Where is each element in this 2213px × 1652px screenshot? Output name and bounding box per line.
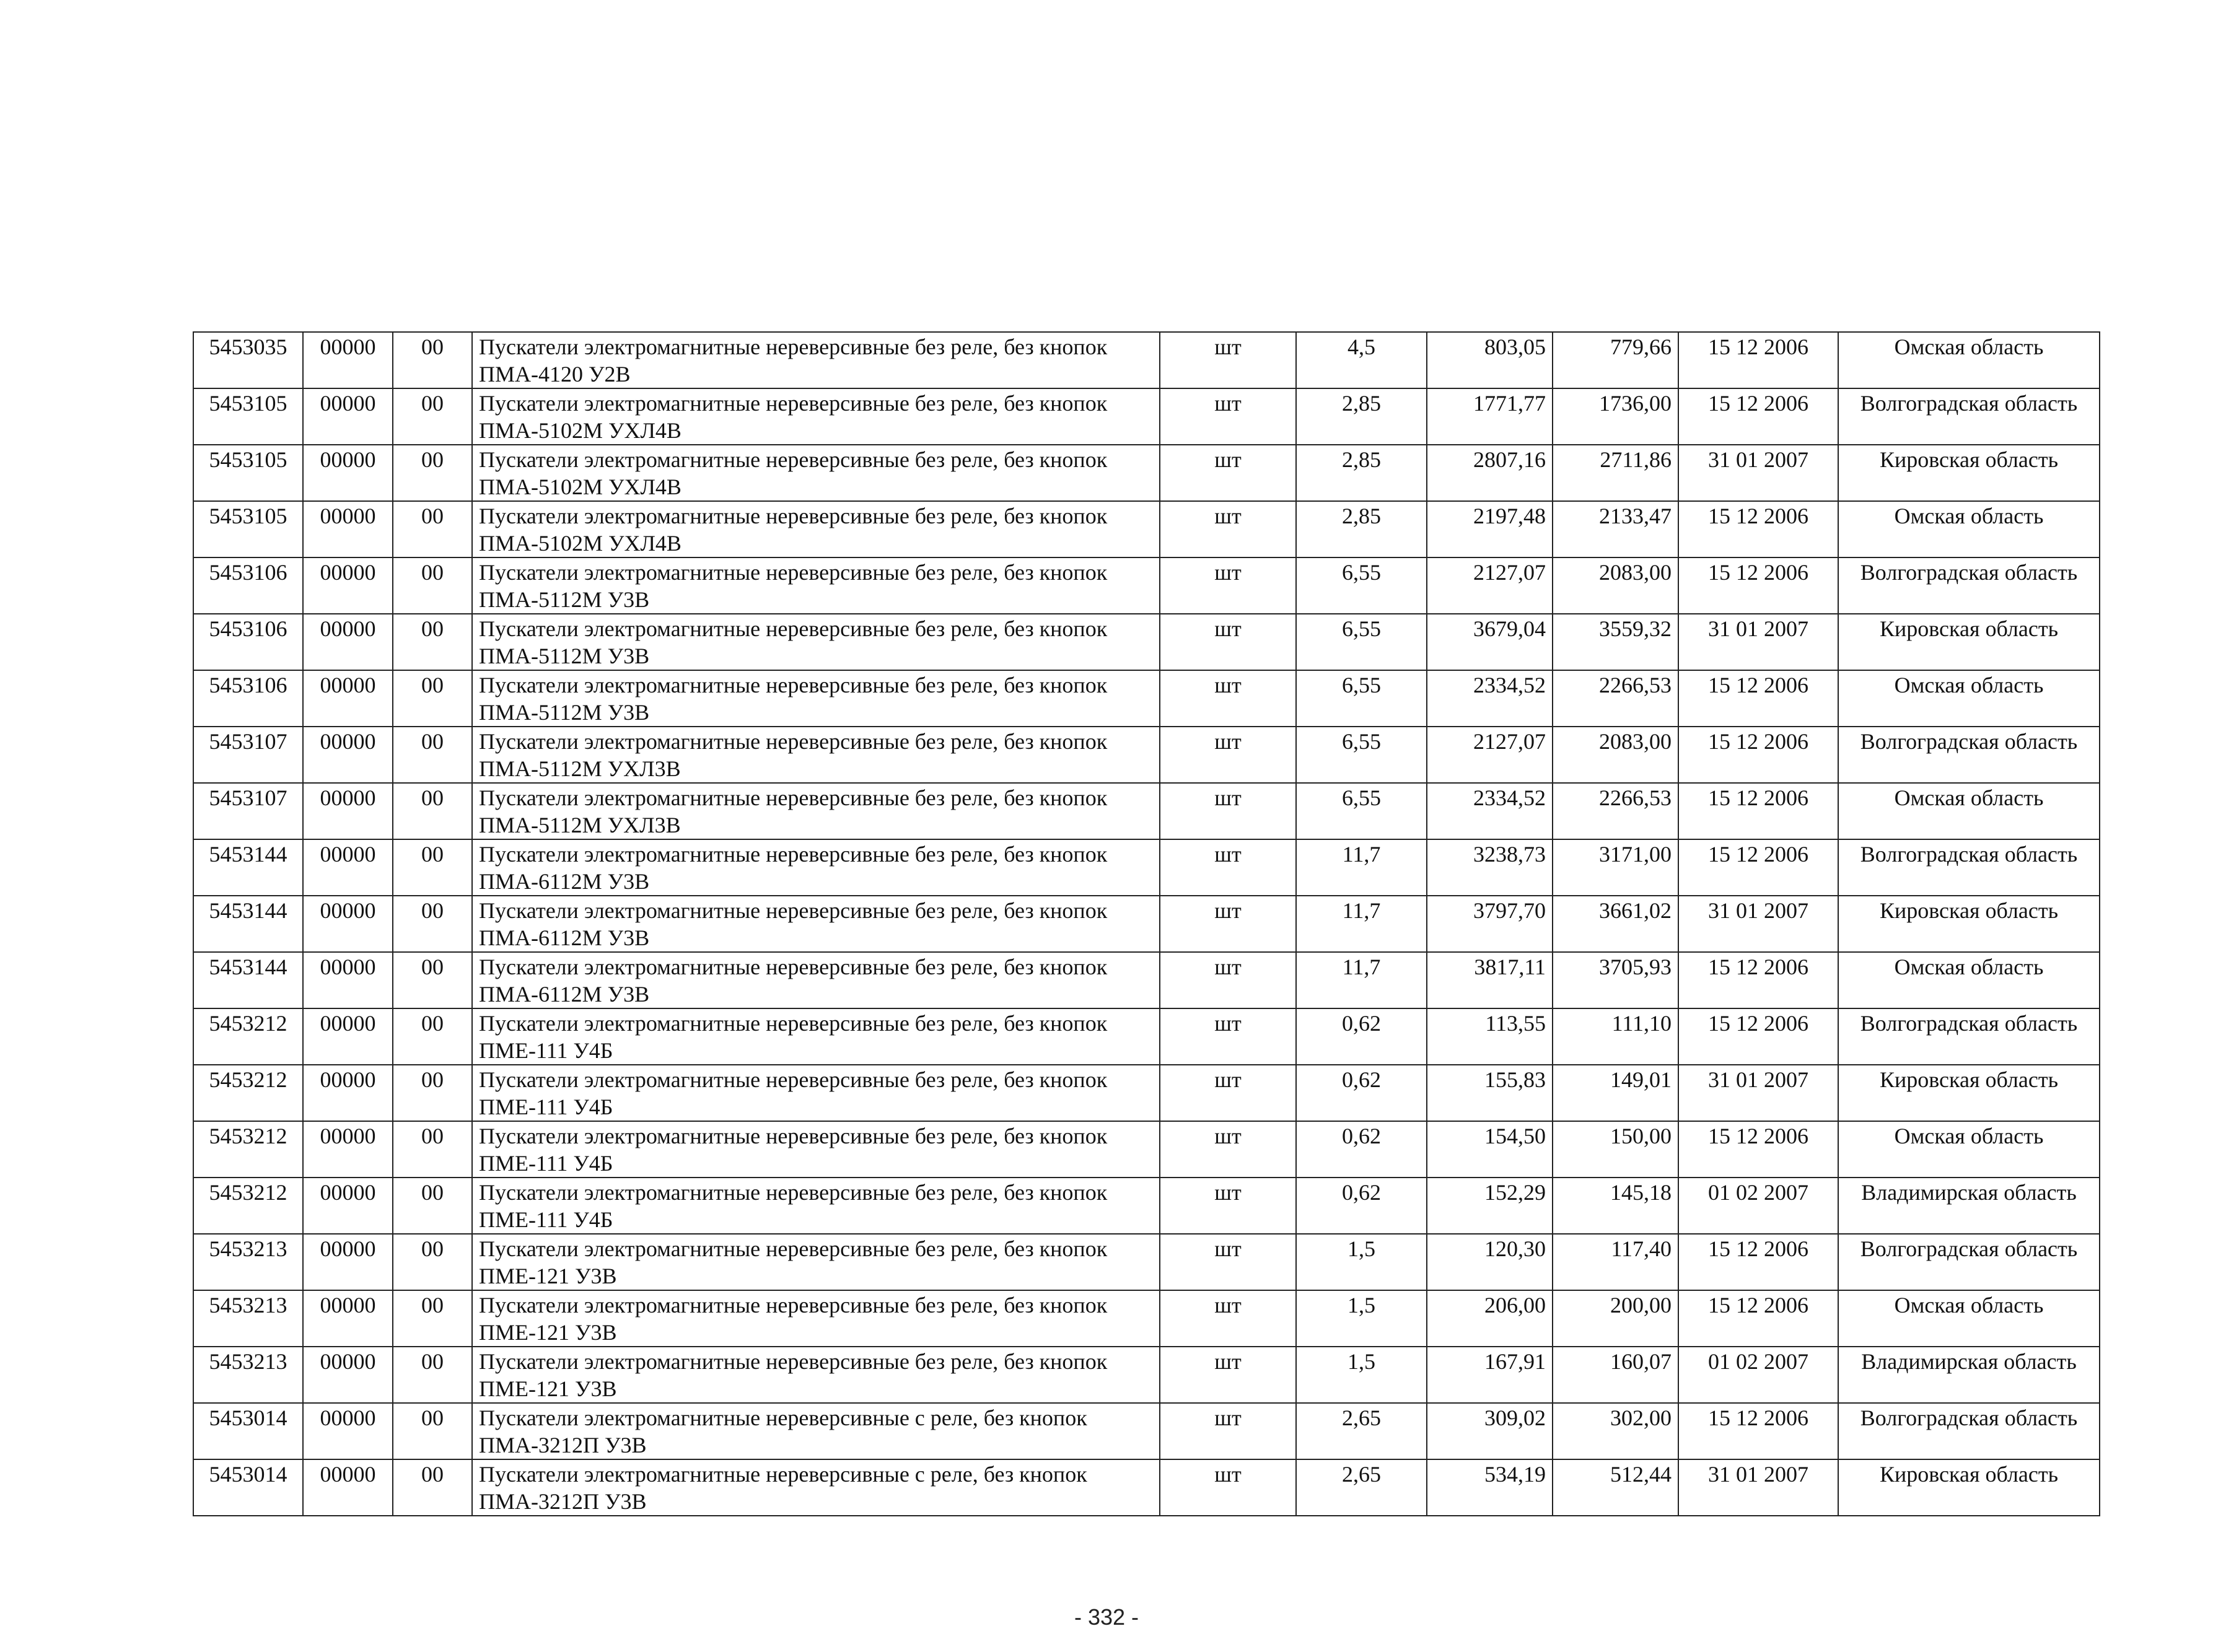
subcode-cell: 00000 [303, 1347, 393, 1403]
product-name-cell: Пускатели электромагнитные нереверсивные без реле, без кнопок ПМА-6112М У3В [472, 896, 1160, 952]
unit-cell: шт [1160, 332, 1296, 388]
variant-code-cell: 00 [393, 614, 472, 670]
subcode-cell: 00000 [303, 1234, 393, 1290]
date-cell: 31 01 2007 [1678, 614, 1838, 670]
date-cell: 15 12 2006 [1678, 839, 1838, 896]
product-code-cell: 5453144 [193, 839, 303, 896]
price-with-vat-cell: 167,91 [1427, 1347, 1553, 1403]
price-with-vat-cell: 3797,70 [1427, 896, 1553, 952]
product-code-cell: 5453212 [193, 1065, 303, 1121]
table-row [193, 727, 2100, 783]
weight-cell: 11,7 [1296, 952, 1427, 1008]
price-cell: 3661,02 [1553, 896, 1678, 952]
price-with-vat-cell: 1771,77 [1427, 388, 1553, 445]
product-code-cell: 5453105 [193, 388, 303, 445]
date-cell: 15 12 2006 [1678, 670, 1838, 727]
variant-code-cell: 00 [393, 1121, 472, 1178]
product-name-cell: Пускатели электромагнитные нереверсивные без реле, без кнопок ПМА-5102М УХЛ4В [472, 388, 1160, 445]
subcode-cell: 00000 [303, 1403, 393, 1459]
price-cell: 2133,47 [1553, 501, 1678, 557]
region-cell: Волгоградская область [1838, 1008, 2100, 1065]
page-number: - 332 - [1074, 1604, 1139, 1630]
region-cell: Омская область [1838, 1290, 2100, 1347]
subcode-cell: 00000 [303, 614, 393, 670]
product-code-cell: 5453014 [193, 1403, 303, 1459]
date-cell: 15 12 2006 [1678, 1008, 1838, 1065]
weight-cell: 0,62 [1296, 1065, 1427, 1121]
date-cell: 15 12 2006 [1678, 501, 1838, 557]
subcode-cell: 00000 [303, 896, 393, 952]
product-name-cell: Пускатели электромагнитные нереверсивные без реле, без кнопок ПМЕ-111 У4Б [472, 1065, 1160, 1121]
region-cell: Волгоградская область [1838, 1403, 2100, 1459]
region-cell: Омская область [1838, 952, 2100, 1008]
table-row [193, 1234, 2100, 1290]
product-name-cell: Пускатели электромагнитные нереверсивные с реле, без кнопок ПМА-3212П У3В [472, 1459, 1160, 1516]
unit-cell: шт [1160, 896, 1296, 952]
product-name-cell: Пускатели электромагнитные нереверсивные без реле, без кнопок ПМЕ-121 У3В [472, 1234, 1160, 1290]
product-name-cell: Пускатели электромагнитные нереверсивные без реле, без кнопок ПМА-4120 У2В [472, 332, 1160, 388]
subcode-cell: 00000 [303, 1065, 393, 1121]
region-cell: Омская область [1838, 670, 2100, 727]
product-name-cell: Пускатели электромагнитные нереверсивные без реле, без кнопок ПМЕ-111 У4Б [472, 1121, 1160, 1178]
variant-code-cell: 00 [393, 1008, 472, 1065]
unit-cell: шт [1160, 1008, 1296, 1065]
weight-cell: 2,85 [1296, 388, 1427, 445]
region-cell: Волгоградская область [1838, 1234, 2100, 1290]
price-cell: 2266,53 [1553, 670, 1678, 727]
subcode-cell: 00000 [303, 1178, 393, 1234]
variant-code-cell: 00 [393, 1065, 472, 1121]
price-cell: 2083,00 [1553, 727, 1678, 783]
product-name-cell: Пускатели электромагнитные нереверсивные без реле, без кнопок ПМА-5112М УХЛ3В [472, 727, 1160, 783]
weight-cell: 1,5 [1296, 1290, 1427, 1347]
variant-code-cell: 00 [393, 445, 472, 501]
date-cell: 15 12 2006 [1678, 1290, 1838, 1347]
region-cell: Волгоградская область [1838, 727, 2100, 783]
product-code-cell: 5453107 [193, 727, 303, 783]
date-cell: 15 12 2006 [1678, 388, 1838, 445]
product-name-cell: Пускатели электромагнитные нереверсивные без реле, без кнопок ПМА-5112М УХЛ3В [472, 783, 1160, 839]
weight-cell: 2,85 [1296, 445, 1427, 501]
weight-cell: 11,7 [1296, 896, 1427, 952]
unit-cell: шт [1160, 1347, 1296, 1403]
unit-cell: шт [1160, 614, 1296, 670]
table-row [193, 557, 2100, 614]
price-with-vat-cell: 3817,11 [1427, 952, 1553, 1008]
unit-cell: шт [1160, 727, 1296, 783]
region-cell: Кировская область [1838, 1065, 2100, 1121]
price-with-vat-cell: 803,05 [1427, 332, 1553, 388]
region-cell: Омская область [1838, 1121, 2100, 1178]
price-with-vat-cell: 309,02 [1427, 1403, 1553, 1459]
product-name-cell: Пускатели электромагнитные нереверсивные с реле, без кнопок ПМА-3212П У3В [472, 1403, 1160, 1459]
variant-code-cell: 00 [393, 1178, 472, 1234]
region-cell: Кировская область [1838, 896, 2100, 952]
price-with-vat-cell: 120,30 [1427, 1234, 1553, 1290]
unit-cell: шт [1160, 557, 1296, 614]
weight-cell: 4,5 [1296, 332, 1427, 388]
unit-cell: шт [1160, 1290, 1296, 1347]
price-with-vat-cell: 3238,73 [1427, 839, 1553, 896]
product-code-cell: 5453213 [193, 1290, 303, 1347]
price-with-vat-cell: 152,29 [1427, 1178, 1553, 1234]
table-row [193, 332, 2100, 388]
price-cell: 302,00 [1553, 1403, 1678, 1459]
price-cell: 160,07 [1553, 1347, 1678, 1403]
price-with-vat-cell: 2127,07 [1427, 557, 1553, 614]
subcode-cell: 00000 [303, 332, 393, 388]
subcode-cell: 00000 [303, 839, 393, 896]
weight-cell: 0,62 [1296, 1178, 1427, 1234]
price-cell: 200,00 [1553, 1290, 1678, 1347]
table-row [193, 670, 2100, 727]
region-cell: Омская область [1838, 783, 2100, 839]
product-code-cell: 5453212 [193, 1121, 303, 1178]
subcode-cell: 00000 [303, 1008, 393, 1065]
price-cell: 2266,53 [1553, 783, 1678, 839]
unit-cell: шт [1160, 1403, 1296, 1459]
table-row [193, 1008, 2100, 1065]
date-cell: 15 12 2006 [1678, 1403, 1838, 1459]
price-with-vat-cell: 2127,07 [1427, 727, 1553, 783]
price-cell: 3705,93 [1553, 952, 1678, 1008]
variant-code-cell: 00 [393, 1234, 472, 1290]
weight-cell: 6,55 [1296, 614, 1427, 670]
subcode-cell: 00000 [303, 783, 393, 839]
date-cell: 31 01 2007 [1678, 1459, 1838, 1516]
price-cell: 1736,00 [1553, 388, 1678, 445]
product-code-cell: 5453212 [193, 1178, 303, 1234]
date-cell: 15 12 2006 [1678, 952, 1838, 1008]
table-row [193, 1290, 2100, 1347]
variant-code-cell: 00 [393, 952, 472, 1008]
product-code-cell: 5453105 [193, 501, 303, 557]
variant-code-cell: 00 [393, 783, 472, 839]
table-row [193, 501, 2100, 557]
unit-cell: шт [1160, 952, 1296, 1008]
variant-code-cell: 00 [393, 670, 472, 727]
weight-cell: 2,65 [1296, 1403, 1427, 1459]
product-code-cell: 5453035 [193, 332, 303, 388]
product-name-cell: Пускатели электромагнитные нереверсивные без реле, без кнопок ПМА-5102М УХЛ4В [472, 445, 1160, 501]
unit-cell: шт [1160, 445, 1296, 501]
variant-code-cell: 00 [393, 1347, 472, 1403]
table-row [193, 1459, 2100, 1516]
date-cell: 15 12 2006 [1678, 1121, 1838, 1178]
date-cell: 31 01 2007 [1678, 1065, 1838, 1121]
date-cell: 31 01 2007 [1678, 445, 1838, 501]
unit-cell: шт [1160, 1065, 1296, 1121]
weight-cell: 11,7 [1296, 839, 1427, 896]
region-cell: Омская область [1838, 332, 2100, 388]
product-code-cell: 5453014 [193, 1459, 303, 1516]
variant-code-cell: 00 [393, 332, 472, 388]
region-cell: Кировская область [1838, 445, 2100, 501]
weight-cell: 0,62 [1296, 1008, 1427, 1065]
product-code-cell: 5453144 [193, 896, 303, 952]
variant-code-cell: 00 [393, 557, 472, 614]
date-cell: 15 12 2006 [1678, 332, 1838, 388]
product-name-cell: Пускатели электромагнитные нереверсивные без реле, без кнопок ПМЕ-111 У4Б [472, 1178, 1160, 1234]
subcode-cell: 00000 [303, 501, 393, 557]
price-cell: 779,66 [1553, 332, 1678, 388]
price-with-vat-cell: 3679,04 [1427, 614, 1553, 670]
price-with-vat-cell: 206,00 [1427, 1290, 1553, 1347]
product-code-cell: 5453107 [193, 783, 303, 839]
region-cell: Омская область [1838, 501, 2100, 557]
table-row [193, 388, 2100, 445]
variant-code-cell: 00 [393, 388, 472, 445]
price-with-vat-cell: 534,19 [1427, 1459, 1553, 1516]
price-cell: 2711,86 [1553, 445, 1678, 501]
price-with-vat-cell: 2334,52 [1427, 670, 1553, 727]
date-cell: 31 01 2007 [1678, 896, 1838, 952]
price-cell: 145,18 [1553, 1178, 1678, 1234]
product-name-cell: Пускатели электромагнитные нереверсивные без реле, без кнопок ПМА-5102М УХЛ4В [472, 501, 1160, 557]
region-cell: Волгоградская область [1838, 388, 2100, 445]
variant-code-cell: 00 [393, 1403, 472, 1459]
product-code-cell: 5453106 [193, 557, 303, 614]
table-row [193, 1403, 2100, 1459]
product-name-cell: Пускатели электромагнитные нереверсивные без реле, без кнопок ПМЕ-121 У3В [472, 1290, 1160, 1347]
product-code-cell: 5453212 [193, 1008, 303, 1065]
subcode-cell: 00000 [303, 445, 393, 501]
variant-code-cell: 00 [393, 839, 472, 896]
price-with-vat-cell: 154,50 [1427, 1121, 1553, 1178]
weight-cell: 6,55 [1296, 557, 1427, 614]
variant-code-cell: 00 [393, 896, 472, 952]
price-cell: 149,01 [1553, 1065, 1678, 1121]
region-cell: Владимирская область [1838, 1347, 2100, 1403]
unit-cell: шт [1160, 388, 1296, 445]
table-row [193, 783, 2100, 839]
subcode-cell: 00000 [303, 1290, 393, 1347]
product-name-cell: Пускатели электромагнитные нереверсивные без реле, без кнопок ПМА-6112М У3В [472, 839, 1160, 896]
weight-cell: 0,62 [1296, 1121, 1427, 1178]
date-cell: 15 12 2006 [1678, 783, 1838, 839]
product-name-cell: Пускатели электромагнитные нереверсивные без реле, без кнопок ПМЕ-111 У4Б [472, 1008, 1160, 1065]
table-row [193, 896, 2100, 952]
price-cell: 150,00 [1553, 1121, 1678, 1178]
unit-cell: шт [1160, 1234, 1296, 1290]
price-with-vat-cell: 2197,48 [1427, 501, 1553, 557]
unit-cell: шт [1160, 783, 1296, 839]
table-row [193, 614, 2100, 670]
region-cell: Волгоградская область [1838, 557, 2100, 614]
date-cell: 01 02 2007 [1678, 1178, 1838, 1234]
subcode-cell: 00000 [303, 557, 393, 614]
date-cell: 01 02 2007 [1678, 1347, 1838, 1403]
product-code-cell: 5453106 [193, 614, 303, 670]
weight-cell: 1,5 [1296, 1347, 1427, 1403]
product-name-cell: Пускатели электромагнитные нереверсивные без реле, без кнопок ПМА-5112М У3В [472, 557, 1160, 614]
unit-cell: шт [1160, 670, 1296, 727]
variant-code-cell: 00 [393, 727, 472, 783]
variant-code-cell: 00 [393, 501, 472, 557]
product-code-cell: 5453213 [193, 1234, 303, 1290]
date-cell: 15 12 2006 [1678, 727, 1838, 783]
table-body [193, 332, 2100, 1516]
region-cell: Кировская область [1838, 1459, 2100, 1516]
product-name-cell: Пускатели электромагнитные нереверсивные без реле, без кнопок ПМА-5112М У3В [472, 670, 1160, 727]
product-name-cell: Пускатели электромагнитные нереверсивные без реле, без кнопок ПМА-6112М У3В [472, 952, 1160, 1008]
weight-cell: 6,55 [1296, 783, 1427, 839]
price-cell: 3559,32 [1553, 614, 1678, 670]
variant-code-cell: 00 [393, 1459, 472, 1516]
product-name-cell: Пускатели электромагнитные нереверсивные без реле, без кнопок ПМЕ-121 У3В [472, 1347, 1160, 1403]
table-row [193, 952, 2100, 1008]
table-row [193, 1178, 2100, 1234]
unit-cell: шт [1160, 501, 1296, 557]
price-cell: 117,40 [1553, 1234, 1678, 1290]
price-cell: 111,10 [1553, 1008, 1678, 1065]
subcode-cell: 00000 [303, 670, 393, 727]
table-row [193, 445, 2100, 501]
weight-cell: 1,5 [1296, 1234, 1427, 1290]
price-with-vat-cell: 155,83 [1427, 1065, 1553, 1121]
weight-cell: 6,55 [1296, 727, 1427, 783]
subcode-cell: 00000 [303, 1121, 393, 1178]
product-code-cell: 5453105 [193, 445, 303, 501]
weight-cell: 2,65 [1296, 1459, 1427, 1516]
region-cell: Кировская область [1838, 614, 2100, 670]
unit-cell: шт [1160, 1121, 1296, 1178]
product-name-cell: Пускатели электромагнитные нереверсивные без реле, без кнопок ПМА-5112М У3В [472, 614, 1160, 670]
region-cell: Волгоградская область [1838, 839, 2100, 896]
unit-cell: шт [1160, 1459, 1296, 1516]
subcode-cell: 00000 [303, 727, 393, 783]
product-code-cell: 5453213 [193, 1347, 303, 1403]
price-with-vat-cell: 2334,52 [1427, 783, 1553, 839]
subcode-cell: 00000 [303, 388, 393, 445]
product-code-cell: 5453106 [193, 670, 303, 727]
date-cell: 15 12 2006 [1678, 1234, 1838, 1290]
price-cell: 3171,00 [1553, 839, 1678, 896]
table-row [193, 839, 2100, 896]
table-row [193, 1121, 2100, 1178]
price-cell: 2083,00 [1553, 557, 1678, 614]
subcode-cell: 00000 [303, 1459, 393, 1516]
price-with-vat-cell: 2807,16 [1427, 445, 1553, 501]
unit-cell: шт [1160, 1178, 1296, 1234]
subcode-cell: 00000 [303, 952, 393, 1008]
price-table [193, 331, 2100, 1516]
weight-cell: 2,85 [1296, 501, 1427, 557]
price-with-vat-cell: 113,55 [1427, 1008, 1553, 1065]
weight-cell: 6,55 [1296, 670, 1427, 727]
table-row [193, 1065, 2100, 1121]
table-row [193, 1347, 2100, 1403]
date-cell: 15 12 2006 [1678, 557, 1838, 614]
unit-cell: шт [1160, 839, 1296, 896]
region-cell: Владимирская область [1838, 1178, 2100, 1234]
product-code-cell: 5453144 [193, 952, 303, 1008]
price-cell: 512,44 [1553, 1459, 1678, 1516]
variant-code-cell: 00 [393, 1290, 472, 1347]
